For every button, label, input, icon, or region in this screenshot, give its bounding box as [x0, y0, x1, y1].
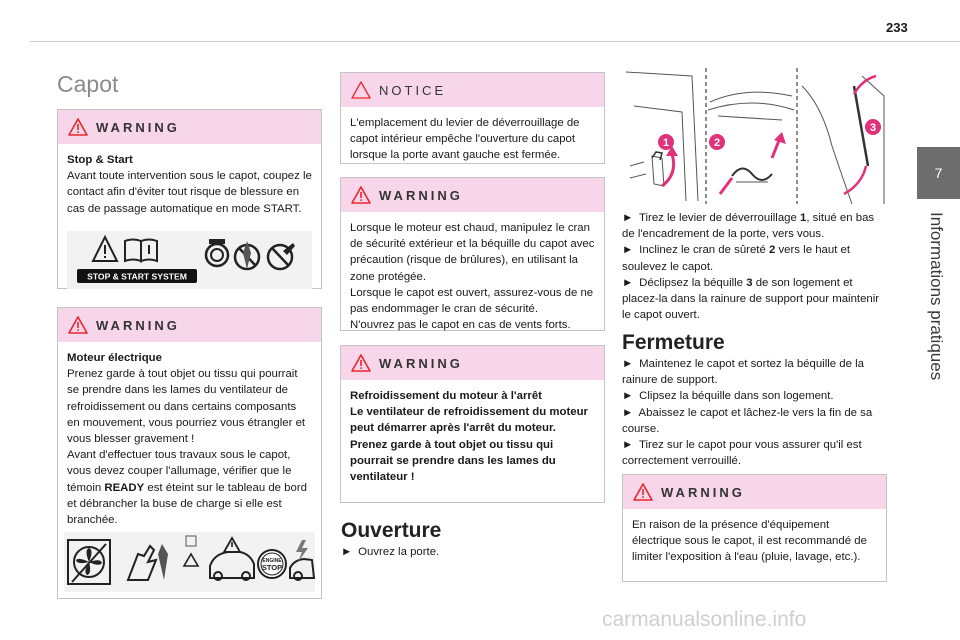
- warning-triangle-icon: [351, 354, 371, 372]
- warning-label: WARNING: [96, 119, 180, 135]
- warning-body: [341, 212, 604, 341]
- svg-text:ENGINE: ENGINE: [262, 558, 282, 564]
- warning-text-2: Avant d'effectuer tous travaux sous le capot, vous devez couper l'allumage, vérifier que le témoin READY est éteint sur le tableau de bord et débrancher la buse de charge si elle est branchée.: [67, 449, 307, 527]
- warning-header: [341, 346, 604, 380]
- warning-body: [623, 509, 886, 574]
- stop-start-pictogram-icons: [67, 231, 314, 289]
- closing-step-3: ► Abaissez le capot et lâchez-le vers la fin de sa course.: [622, 406, 873, 435]
- warning-body: [58, 342, 321, 536]
- warning-box-hot-engine: [340, 177, 605, 331]
- warning-header: [623, 475, 886, 509]
- hand-tie-picto-icon: [128, 544, 168, 580]
- warning-heading: Stop & Start: [67, 154, 133, 166]
- page-number: 233: [886, 20, 908, 35]
- svg-text:2: 2: [713, 137, 721, 149]
- notice-box: [340, 72, 605, 164]
- warning-heading: Moteur électrique: [67, 352, 162, 364]
- electric-motor-pictogram-icons: [64, 532, 317, 592]
- warning-box-cooling-fan: [340, 345, 605, 503]
- latch-arrow-icon: [720, 178, 732, 194]
- warning-text: En raison de la présence d'équipement électrique sous le capot, il est recommandé de limiter l'exposition à l'eau (pluie, lavage, etc.).: [632, 519, 867, 564]
- notice-header: [341, 73, 604, 107]
- notice-triangle-icon: [351, 81, 371, 99]
- warning-triangle-icon: [351, 186, 371, 204]
- watermark: carmanualsonline.info: [602, 608, 807, 631]
- electric-motor-pictograms: [64, 532, 315, 592]
- warning-box-electric-motor: [57, 307, 322, 599]
- svg-text:3: 3: [869, 122, 877, 134]
- warning-text-3: N'ouvrez pas le capot en cas de vents forts.: [350, 319, 571, 332]
- warning-text-2: Le ventilateur de refroidissement du moteur peut démarrer après l'arrêt du moteur.: [350, 406, 588, 435]
- opening-step-1: ► Tirez le levier de déverrouillage 1, situé en bas de l'encadrement de la porte, vers vous.: [622, 212, 875, 241]
- car-warning-picto-icon: [210, 538, 254, 580]
- car-charging-picto-icon: [290, 540, 314, 580]
- notice-body: [341, 107, 604, 172]
- closing-steps: [622, 356, 887, 469]
- warning-box-stop-start: [57, 109, 322, 289]
- belt-picto-icon: [206, 239, 228, 266]
- closing-step-1: ► Maintenez le capot et sortez la béquille de la rainure de support.: [622, 358, 864, 387]
- stop-start-pictograms: [67, 231, 312, 289]
- warning-book-picto-icon: [184, 536, 198, 566]
- chapter-number: 7: [934, 165, 943, 181]
- warning-body: [58, 144, 321, 225]
- header-rule: [30, 41, 960, 42]
- warning-box-water-exposure: [622, 474, 887, 582]
- warning-triangle-icon: [633, 483, 653, 501]
- opening-steps: [622, 210, 887, 323]
- warning-text: Refroidissement du moteur à l'arrêt: [350, 390, 542, 402]
- warning-header: [341, 178, 604, 212]
- no-tie-icon: [235, 241, 259, 269]
- opening-step-2: ► Inclinez le cran de sûreté 2 vers le haut et soulevez le capot.: [622, 244, 851, 273]
- prop-rod-illustration: [802, 76, 884, 204]
- warning-header: [58, 308, 321, 342]
- engine-stop-button-icon: [258, 550, 286, 578]
- chapter-title: Informations pratiques: [927, 212, 946, 381]
- manual-book-icon: [125, 240, 157, 262]
- warning-label: WARNING: [96, 317, 180, 333]
- warning-triangle-icon: [68, 316, 88, 334]
- chapter-tab[interactable]: [917, 147, 960, 199]
- page-title: Capot: [57, 71, 119, 97]
- warning-body: [341, 380, 604, 493]
- notice-text: L'emplacement du levier de déverrouillage de capot intérieur empêche l'ouverture du capot lorsque la porte avant gauche est fermée.: [350, 117, 580, 162]
- warning-text-3: Prenez garde à tout objet ou tissu qui pourrait se prendre dans les lames du ventilateur !: [350, 438, 556, 484]
- svg-text:STOP: STOP: [261, 563, 283, 572]
- section-title-fermeture: Fermeture: [622, 331, 725, 354]
- closing-step-2: ► Clipsez la béquille dans son logement.: [622, 390, 834, 403]
- fan-picto-icon: [68, 540, 110, 584]
- warning-label: WARNING: [661, 484, 745, 500]
- stop-start-badge-text: STOP & START SYSTEM: [87, 271, 187, 282]
- svg-text:1: 1: [662, 137, 670, 149]
- closing-step-4: ► Tirez sur le capot pour vous assurer qu'il est correctement verrouillé.: [622, 439, 862, 468]
- warning-header: [58, 110, 321, 144]
- warning-text-2: Lorsque le capot est ouvert, assurez-vous de ne pas endommager le cran de sécurité.: [350, 286, 594, 316]
- no-hand-icon: [268, 243, 295, 269]
- warning-label: WARNING: [379, 187, 463, 203]
- ouverture-step: ► Ouvrez la porte.: [341, 546, 440, 558]
- warning-text: Lorsque le moteur est chaud, manipulez le cran de sécurité extérieur et la béquille du capot avec précaution (risque de brûlures), en utilisant la zone protégée.: [350, 222, 595, 283]
- notice-label: NOTICE: [379, 82, 447, 98]
- triangle-picto-icon: [93, 237, 117, 261]
- section-title-ouverture: Ouverture: [341, 519, 442, 542]
- warning-text: Avant toute intervention sous le capot, coupez le contact afin d'éviter tout risque de blessure en cas de passage automatique en mode START.: [67, 170, 312, 215]
- warning-text: Prenez garde à tout objet ou tissu qui pourrait se prendre dans les lames du ventilateur de refroidissement ou dans certains composants en mouvement, vous pourriez vous étrangler et vous blesser gravement !: [67, 368, 306, 446]
- hood-opening-diagram: [622, 66, 887, 206]
- opening-step-3: ► Déclipsez la béquille 3 de son logement et placez-la dans la rainure de support pour maintenir le capot ouvert.: [622, 276, 880, 322]
- warning-label: WARNING: [379, 355, 463, 371]
- warning-triangle-icon: [68, 118, 88, 136]
